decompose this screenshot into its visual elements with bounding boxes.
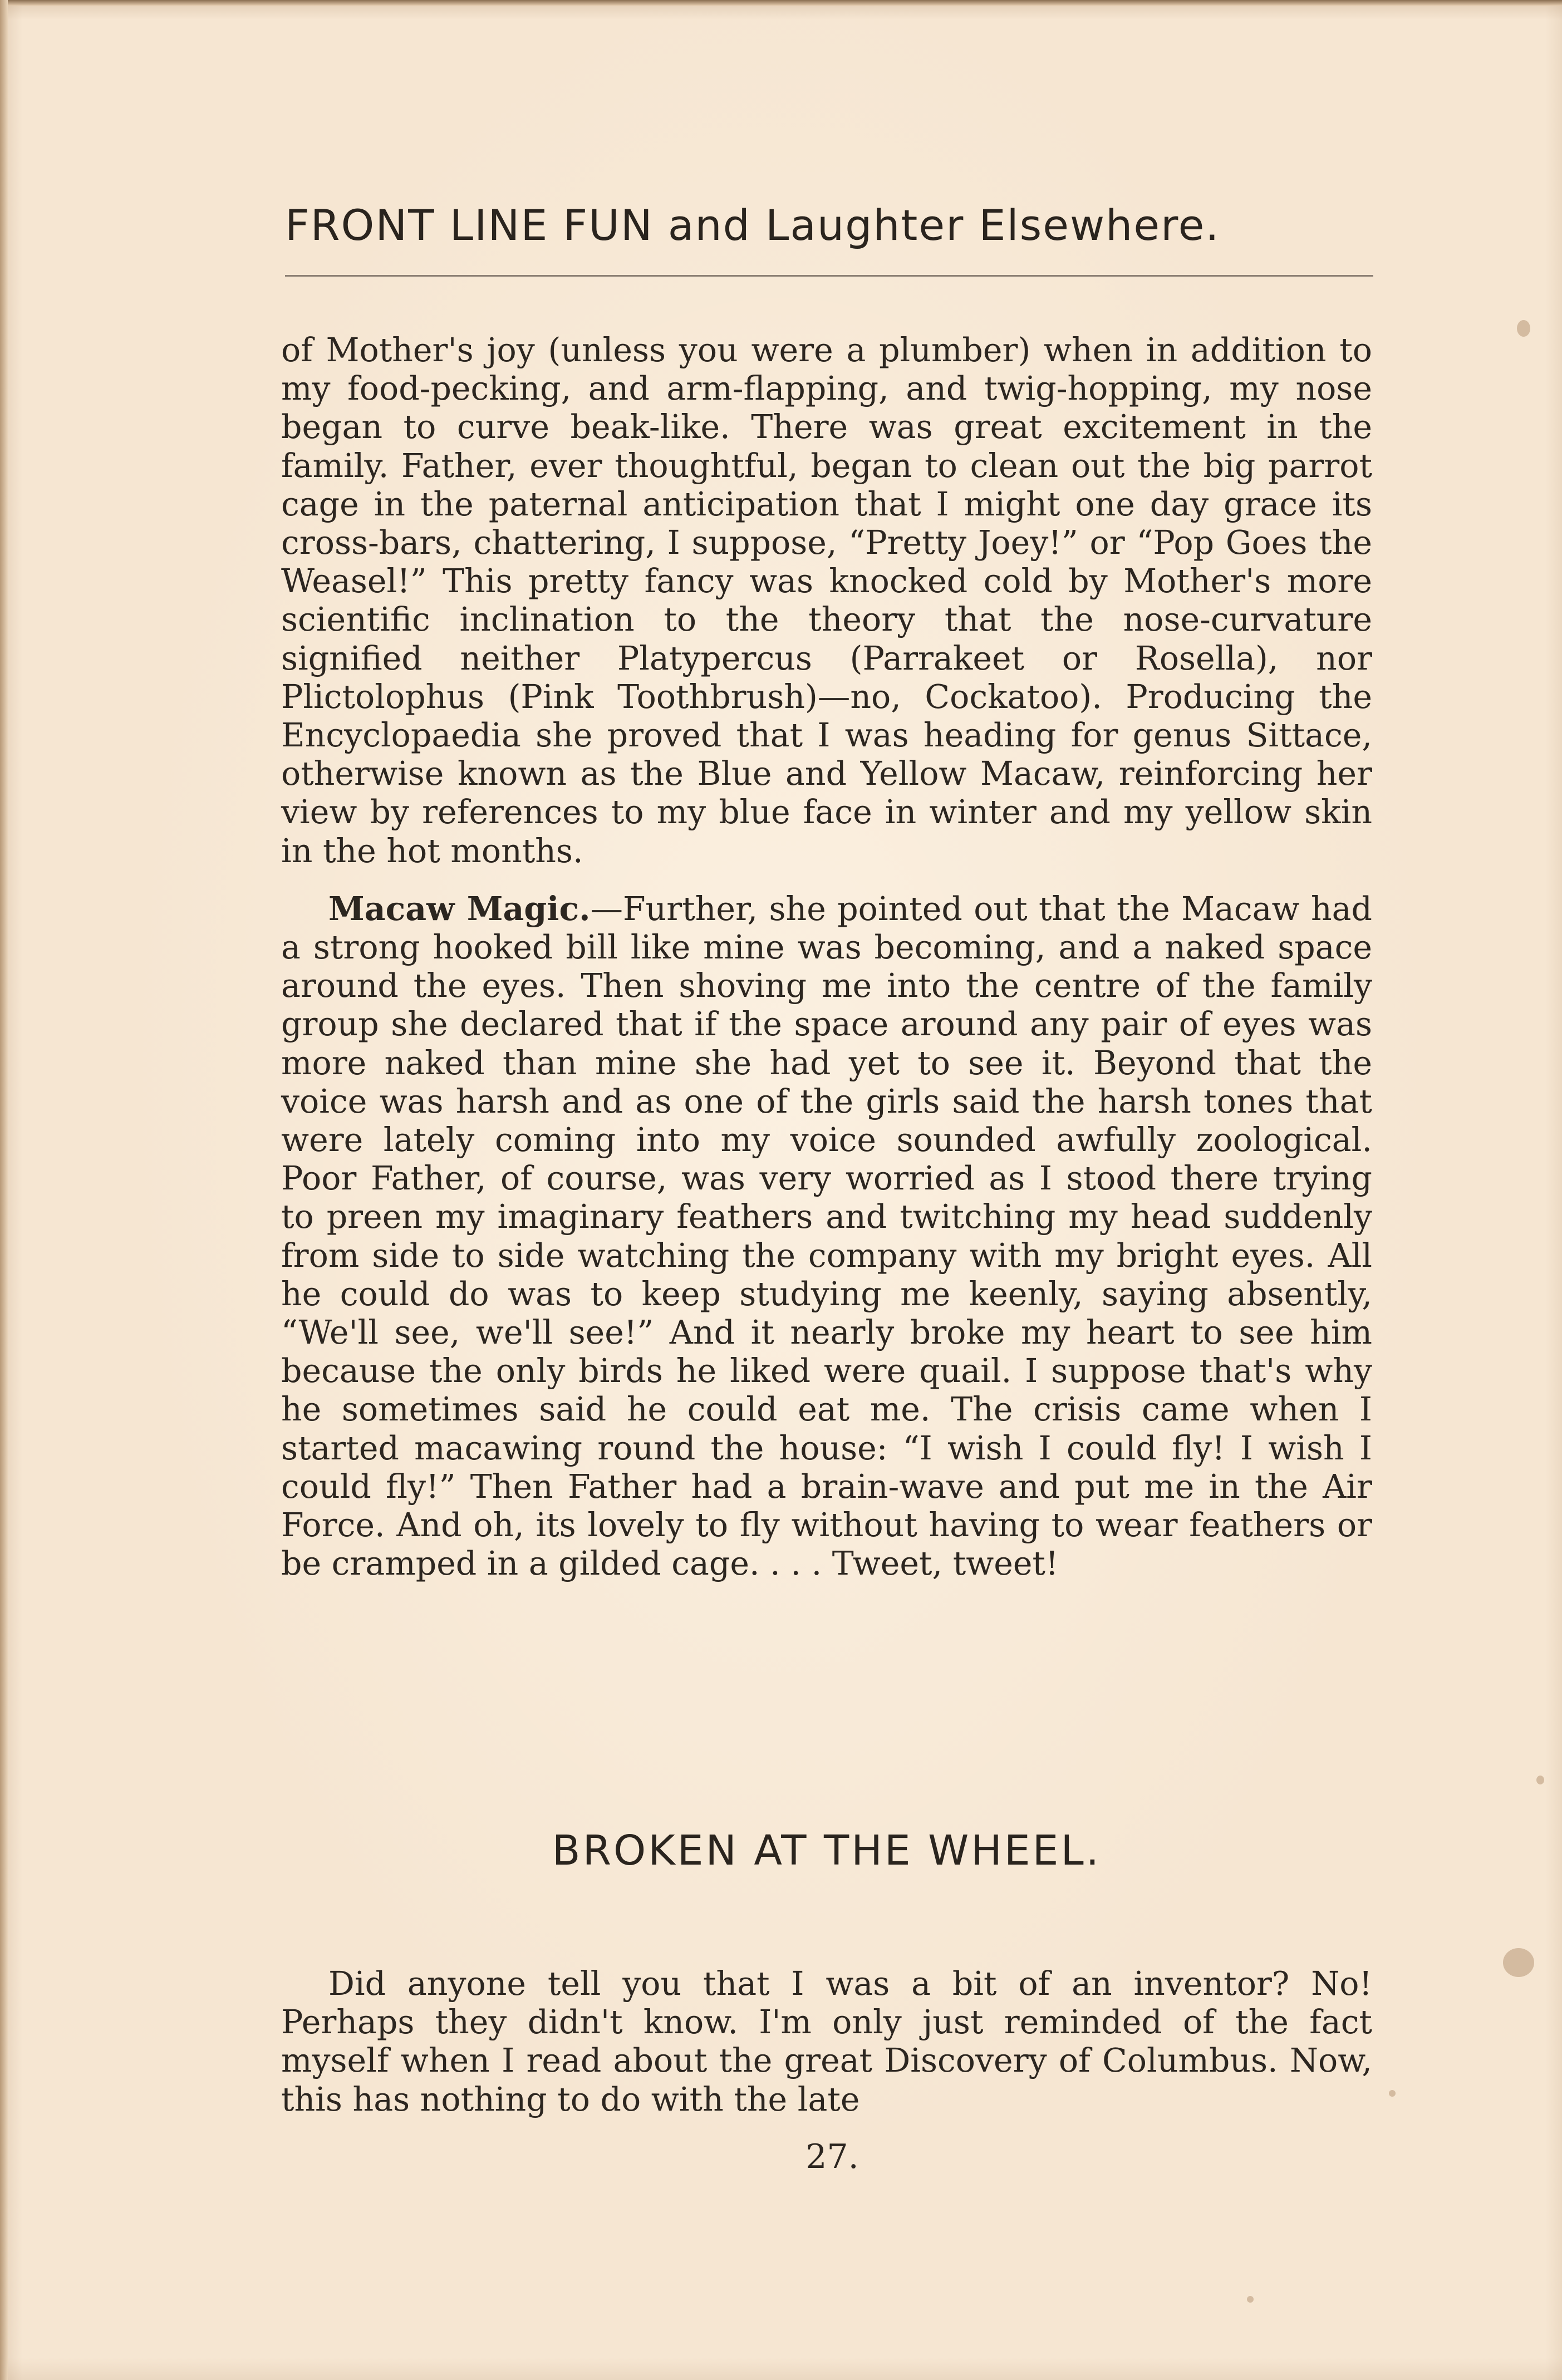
paper-stain <box>1503 1948 1534 1977</box>
paper-stain <box>1536 1776 1544 1784</box>
page-number: 27. <box>805 2137 859 2176</box>
running-header: FRONT LINE FUN and Laughter Elsewhere. <box>285 200 1220 250</box>
header-rule <box>285 275 1373 277</box>
page-top-edge <box>0 0 1562 6</box>
page-left-edge <box>0 0 8 2380</box>
paragraph-macaw-magic-text: —Further, she pointed out that the Macaw had a strong hooked bill like mine was becoming, and a naked space around the eyes. Then shoving me into the centre of the family group she declared that if the space around any pair of eyes was more naked than mine she had yet to see it. Beyond that the voice was harsh and as one of the girls said the harsh tones that were lately coming into my voice sounded awfully zoological. Poor Father, of course, was very worried as I stood there trying to preen my imaginary feathers and twitching my head suddenly from side to side watching the company with my bright eyes. All he could do was to keep studying me keenly, saying absently, “We'll see, we'll see!” And it nearly broke my heart to see him because the only birds he liked were quail. I suppose that's why he sometimes said he could eat me. The crisis came when I started macawing round the house: “I wish I could fly! I wish I could fly!” Then Father had a brain-wave and put me in the Air Force. And oh, its lovely to fly without having to wear feathers or be cramped in a gilded cage. . . . Tweet, tweet! <box>281 889 1372 1583</box>
body-text-upper <box>281 331 1372 1584</box>
paragraph-continued: of Mother's joy (unless you were a plumber) when in addition to my food-pecking, and arm-flapping, and twig-hopping, my nose began to curve beak-like. There was great excitement in the family. Father, ever thoughtful, began to clean out the big parrot cage in the paternal anticipation that I might one day grace its cross-bars, chattering, I suppose, “Pretty Joey!” or “Pop Goes the Weasel!” This pretty fancy was knocked cold by Mother's more scientific inclination to the theory that the nose-curvature signified neither Platypercus (Parrakeet or Rosella), nor Plictolophus (Pink Toothbrush)—no, Cockatoo). Producing the Encyclopaedia she proved that I was heading for genus Sittace, otherwise known as the Blue and Yellow Macaw, reinforcing her view by references to my blue face in winter and my yellow skin in the hot months. <box>281 331 1372 870</box>
paper-stain <box>1389 2090 1396 2097</box>
paragraph-macaw-magic <box>281 889 1372 1584</box>
paper-stain <box>1517 320 1530 337</box>
paragraph-inventor: Did anyone tell you that I was a bit of an inventor? No! Perhaps they didn't know. I'm only just reminded of the fact myself when I read about the great Discovery of Columbus. Now, this has nothing to do with the late <box>281 1965 1372 2118</box>
paper-stain <box>1247 2296 1254 2303</box>
run-in-heading: Macaw Magic. <box>328 889 591 928</box>
section-heading: BROKEN AT THE WHEEL. <box>552 1827 1102 1875</box>
body-text-lower <box>281 1965 1372 2119</box>
